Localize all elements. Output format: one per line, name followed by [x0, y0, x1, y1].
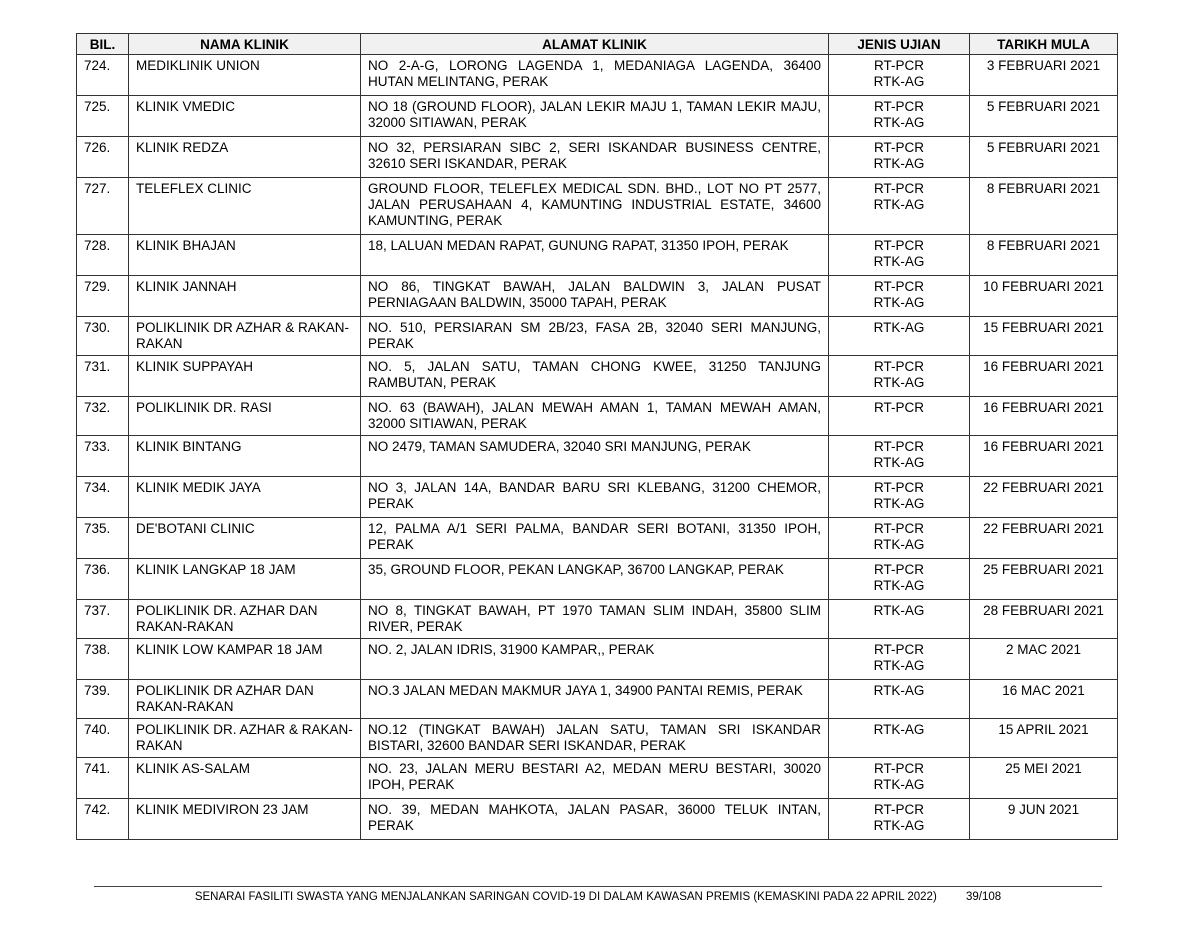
test-type-label: RT-PCR	[873, 58, 924, 73]
clinic-name: POLIKLINIK DR. AZHAR & RAKAN-RAKAN	[129, 719, 361, 758]
clinic-address: NO.3 JALAN MEDAN MAKMUR JAYA 1, 34900 PANTAI REMIS, PERAK	[361, 680, 829, 719]
clinic-name: KLINIK REDZA	[129, 137, 361, 178]
clinic-address: NO. 23, JALAN MERU BESTARI A2, MEDAN MERU BESTARI, 30020 IPOH, PERAK	[361, 758, 829, 799]
header-clinic-address: ALAMAT KLINIK	[361, 34, 829, 55]
table-row	[77, 96, 1118, 137]
clinic-address: GROUND FLOOR, TELEFLEX MEDICAL SDN. BHD., LOT NO PT 2577, JALAN PERUSAHAAN 4, KAMUNTING INDUSTRIAL ESTATE, 34600 KAMUNTING, PERAK	[361, 178, 829, 235]
clinic-address: NO 32, PERSIARAN SIBC 2, SERI ISKANDAR BUSINESS CENTRE, 32610 SERI ISKANDAR, PERAK	[361, 137, 829, 178]
test-types	[829, 758, 970, 799]
start-date: 3 FEBRUARI 2021	[970, 55, 1118, 96]
clinic-address: NO 3, JALAN 14A, BANDAR BARU SRI KLEBANG, 31200 CHEMOR, PERAK	[361, 477, 829, 518]
test-types	[829, 96, 970, 137]
clinic-address: NO 18 (GROUND FLOOR), JALAN LEKIR MAJU 1, TAMAN LEKIR MAJU, 32000 SITIAWAN, PERAK	[361, 96, 829, 137]
table-row	[77, 137, 1118, 178]
test-type-label: RT-PCR	[873, 359, 924, 374]
clinic-name: KLINIK SUPPAYAH	[129, 356, 361, 397]
test-types	[829, 680, 970, 719]
row-number: 733.	[77, 436, 129, 477]
test-type-label: RTK-AG	[873, 254, 925, 269]
table-row	[77, 317, 1118, 356]
test-type-label: RTK-AG	[873, 722, 925, 737]
clinic-name: TELEFLEX CLINIC	[129, 178, 361, 235]
test-type-label: RT-PCR	[873, 140, 924, 155]
table-row	[77, 477, 1118, 518]
test-type-label: RTK-AG	[873, 683, 925, 698]
clinic-name: DE'BOTANI CLINIC	[129, 518, 361, 559]
clinic-name: KLINIK MEDIVIRON 23 JAM	[129, 799, 361, 840]
test-type-label: RTK-AG	[873, 320, 925, 335]
test-type-label: RT-PCR	[873, 761, 924, 776]
clinic-name: KLINIK JANNAH	[129, 276, 361, 317]
test-types	[829, 477, 970, 518]
start-date: 16 FEBRUARI 2021	[970, 397, 1118, 436]
test-type-label: RT-PCR	[873, 439, 924, 454]
test-types	[829, 178, 970, 235]
clinic-address: NO. 63 (BAWAH), JALAN MEWAH AMAN 1, TAMAN MEWAH AMAN, 32000 SITIAWAN, PERAK	[361, 397, 829, 436]
clinic-address: NO 8, TINGKAT BAWAH, PT 1970 TAMAN SLIM INDAH, 35800 SLIM RIVER, PERAK	[361, 600, 829, 639]
test-type-label: RTK-AG	[873, 537, 925, 552]
clinic-address: NO. 510, PERSIARAN SM 2B/23, FASA 2B, 32040 SERI MANJUNG, PERAK	[361, 317, 829, 356]
start-date: 16 FEBRUARI 2021	[970, 356, 1118, 397]
test-type-label: RT-PCR	[873, 480, 924, 495]
start-date: 25 FEBRUARI 2021	[970, 559, 1118, 600]
row-number: 738.	[77, 639, 129, 680]
row-number: 724.	[77, 55, 129, 96]
table-row	[77, 719, 1118, 758]
clinic-name: KLINIK AS-SALAM	[129, 758, 361, 799]
page-number: 39/108	[965, 891, 1002, 903]
header-row	[77, 34, 1118, 55]
test-types	[829, 600, 970, 639]
clinic-address: NO. 2, JALAN IDRIS, 31900 KAMPAR,, PERAK	[361, 639, 829, 680]
test-type-label: RTK-AG	[873, 578, 925, 593]
row-number: 741.	[77, 758, 129, 799]
test-types	[829, 276, 970, 317]
table-row	[77, 436, 1118, 477]
table-row	[77, 600, 1118, 639]
header-clinic-name: NAMA KLINIK	[129, 34, 361, 55]
table-row	[77, 758, 1118, 799]
clinic-table	[76, 33, 1118, 840]
table-row	[77, 518, 1118, 559]
page-footer	[94, 891, 1102, 903]
clinic-address: 18, LALUAN MEDAN RAPAT, GUNUNG RAPAT, 31350 IPOH, PERAK	[361, 235, 829, 276]
start-date: 15 FEBRUARI 2021	[970, 317, 1118, 356]
row-number: 726.	[77, 137, 129, 178]
clinic-name: KLINIK BINTANG	[129, 436, 361, 477]
clinic-name: POLIKLINIK DR AZHAR & RAKAN-RAKAN	[129, 317, 361, 356]
test-types	[829, 356, 970, 397]
clinic-name: POLIKLINIK DR. RASI	[129, 397, 361, 436]
start-date: 22 FEBRUARI 2021	[970, 477, 1118, 518]
clinic-address: NO. 5, JALAN SATU, TAMAN CHONG KWEE, 31250 TANJUNG RAMBUTAN, PERAK	[361, 356, 829, 397]
test-type-label: RT-PCR	[873, 181, 924, 196]
start-date: 8 FEBRUARI 2021	[970, 235, 1118, 276]
test-type-label: RTK-AG	[873, 295, 925, 310]
test-types	[829, 719, 970, 758]
test-type-label: RT-PCR	[873, 521, 924, 536]
clinic-name: POLIKLINIK DR. AZHAR DAN RAKAN-RAKAN	[129, 600, 361, 639]
table-header	[77, 34, 1118, 55]
clinic-name: KLINIK LOW KAMPAR 18 JAM	[129, 639, 361, 680]
test-type-label: RT-PCR	[873, 279, 924, 294]
start-date: 9 JUN 2021	[970, 799, 1118, 840]
test-type-label: RTK-AG	[873, 777, 925, 792]
clinic-address: 35, GROUND FLOOR, PEKAN LANGKAP, 36700 LANGKAP, PERAK	[361, 559, 829, 600]
test-type-label: RT-PCR	[873, 400, 924, 415]
row-number: 727.	[77, 178, 129, 235]
start-date: 25 MEI 2021	[970, 758, 1118, 799]
start-date: 2 MAC 2021	[970, 639, 1118, 680]
start-date: 15 APRIL 2021	[970, 719, 1118, 758]
header-bil: BIL.	[77, 34, 129, 55]
table-row	[77, 559, 1118, 600]
test-types	[829, 639, 970, 680]
clinic-address: NO. 39, MEDAN MAHKOTA, JALAN PASAR, 36000 TELUK INTAN, PERAK	[361, 799, 829, 840]
clinic-address: NO 2-A-G, LORONG LAGENDA 1, MEDANIAGA LAGENDA, 36400 HUTAN MELINTANG, PERAK	[361, 55, 829, 96]
test-types	[829, 436, 970, 477]
test-type-label: RT-PCR	[873, 99, 924, 114]
table-row	[77, 178, 1118, 235]
test-types	[829, 518, 970, 559]
row-number: 729.	[77, 276, 129, 317]
test-type-label: RT-PCR	[873, 802, 924, 817]
header-test-type: JENIS UJIAN	[829, 34, 970, 55]
table-row	[77, 55, 1118, 96]
clinic-address: 12, PALMA A/1 SERI PALMA, BANDAR SERI BOTANI, 31350 IPOH, PERAK	[361, 518, 829, 559]
start-date: 16 MAC 2021	[970, 680, 1118, 719]
table-row	[77, 680, 1118, 719]
test-type-label: RTK-AG	[873, 197, 925, 212]
test-type-label: RTK-AG	[873, 375, 925, 390]
row-number: 739.	[77, 680, 129, 719]
start-date: 28 FEBRUARI 2021	[970, 600, 1118, 639]
start-date: 16 FEBRUARI 2021	[970, 436, 1118, 477]
clinic-name: POLIKLINIK DR AZHAR DAN RAKAN-RAKAN	[129, 680, 361, 719]
table-row	[77, 639, 1118, 680]
test-types	[829, 317, 970, 356]
row-number: 735.	[77, 518, 129, 559]
row-number: 725.	[77, 96, 129, 137]
row-number: 732.	[77, 397, 129, 436]
table-row	[77, 235, 1118, 276]
row-number: 731.	[77, 356, 129, 397]
test-types	[829, 137, 970, 178]
test-type-label: RT-PCR	[873, 238, 924, 253]
test-types	[829, 235, 970, 276]
footer-divider	[94, 886, 1102, 887]
test-type-label: RT-PCR	[873, 642, 924, 657]
start-date: 5 FEBRUARI 2021	[970, 96, 1118, 137]
start-date: 10 FEBRUARI 2021	[970, 276, 1118, 317]
clinic-name: KLINIK VMEDIC	[129, 96, 361, 137]
clinic-name: KLINIK MEDIK JAYA	[129, 477, 361, 518]
table-row	[77, 397, 1118, 436]
test-types	[829, 55, 970, 96]
row-number: 740.	[77, 719, 129, 758]
header-start-date: TARIKH MULA	[970, 34, 1118, 55]
row-number: 742.	[77, 799, 129, 840]
table-row	[77, 276, 1118, 317]
table-row	[77, 799, 1118, 840]
test-type-label: RT-PCR	[873, 562, 924, 577]
start-date: 8 FEBRUARI 2021	[970, 178, 1118, 235]
test-types	[829, 799, 970, 840]
test-type-label: RTK-AG	[873, 603, 925, 618]
row-number: 736.	[77, 559, 129, 600]
test-type-label: RTK-AG	[873, 455, 925, 470]
test-type-label: RTK-AG	[873, 818, 925, 833]
test-type-label: RTK-AG	[873, 156, 925, 171]
test-types	[829, 559, 970, 600]
footer-title: SENARAI FASILITI SWASTA YANG MENJALANKAN SARINGAN COVID-19 DI DALAM KAWASAN PREMIS (KEMASKINI PADA 22 APRIL 2022)	[194, 891, 937, 903]
start-date: 22 FEBRUARI 2021	[970, 518, 1118, 559]
test-types	[829, 397, 970, 436]
row-number: 730.	[77, 317, 129, 356]
test-type-label: RTK-AG	[873, 658, 925, 673]
row-number: 734.	[77, 477, 129, 518]
clinic-name: KLINIK LANGKAP 18 JAM	[129, 559, 361, 600]
test-type-label: RTK-AG	[873, 496, 925, 511]
table-body	[77, 55, 1118, 840]
clinic-address: NO.12 (TINGKAT BAWAH) JALAN SATU, TAMAN SRI ISKANDAR BISTARI, 32600 BANDAR SERI ISKANDAR, PERAK	[361, 719, 829, 758]
test-type-label: RTK-AG	[873, 115, 925, 130]
test-type-label: RTK-AG	[873, 74, 925, 89]
clinic-address: NO 86, TINGKAT BAWAH, JALAN BALDWIN 3, JALAN PUSAT PERNIAGAAN BALDWIN, 35000 TAPAH, PERAK	[361, 276, 829, 317]
clinic-address: NO 2479, TAMAN SAMUDERA, 32040 SRI MANJUNG, PERAK	[361, 436, 829, 477]
row-number: 728.	[77, 235, 129, 276]
row-number: 737.	[77, 600, 129, 639]
start-date: 5 FEBRUARI 2021	[970, 137, 1118, 178]
clinic-name: MEDIKLINIK UNION	[129, 55, 361, 96]
table-row	[77, 356, 1118, 397]
clinic-name: KLINIK BHAJAN	[129, 235, 361, 276]
